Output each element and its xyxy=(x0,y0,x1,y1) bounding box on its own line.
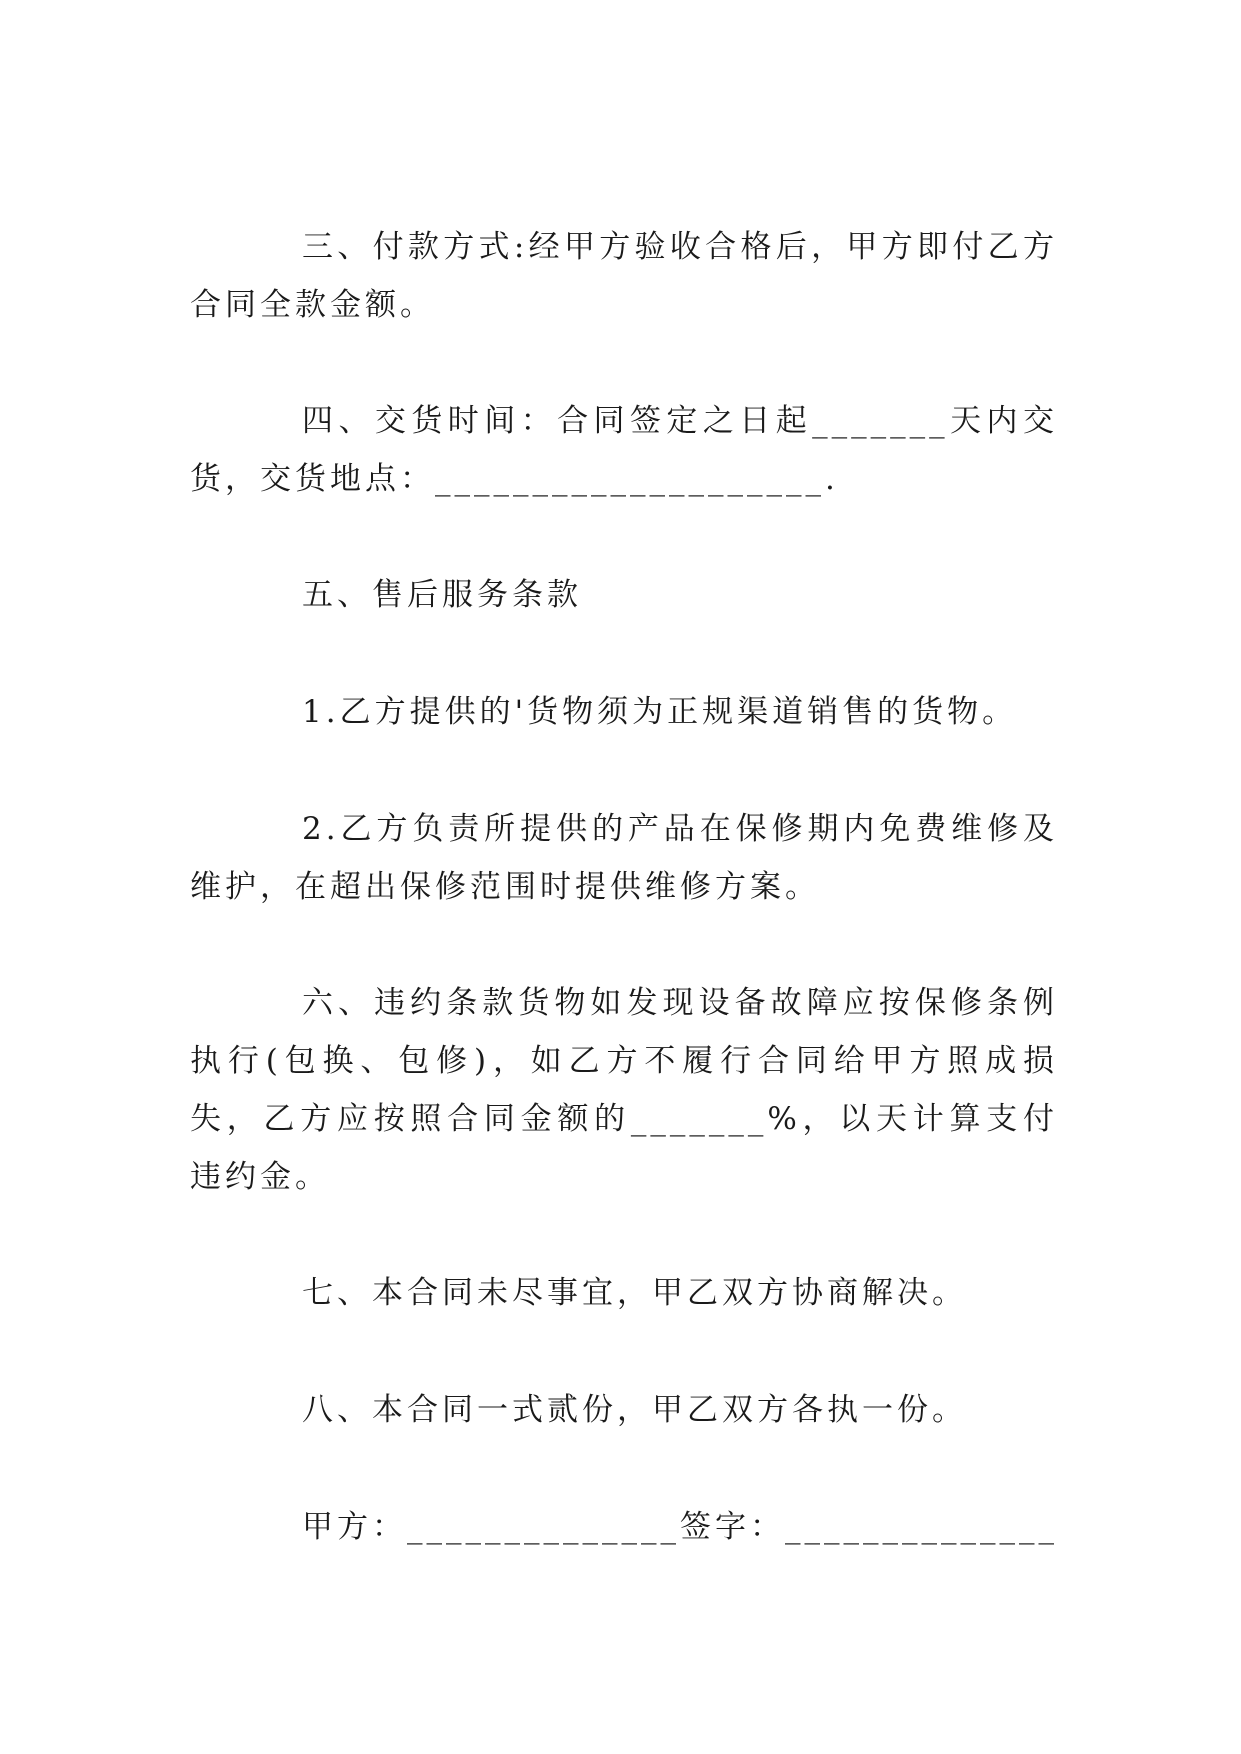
signature-line: 甲方：______________签字：______________ xyxy=(302,1509,1058,1545)
clause-unresolved-matters: 七、本合同未尽事宜，甲乙双方协商解决。 xyxy=(302,1275,967,1311)
document-body xyxy=(190,218,1058,1556)
clause-copies: 八、本合同一式贰份，甲乙双方各执一份。 xyxy=(302,1392,967,1428)
clause-delivery-time: 四、交货时间：合同签定之日起_______天内交货，交货地点：____________________. xyxy=(190,403,1058,497)
clause-breach: 六、违约条款货物如发现设备故障应按保修条例执行(包换、包修)，如乙方不履行合同给甲方照成损失，乙方应按照合同金额的_______%，以天计算支付违约金。 xyxy=(190,985,1058,1195)
clause-after-sales-item-2: 2.乙方负责所提供的产品在保修期内免费维修及维护，在超出保修范围时提供维修方案。 xyxy=(190,811,1058,905)
clause-after-sales-heading: 五、售后服务条款 xyxy=(302,577,582,613)
clause-payment-method: 三、付款方式:经甲方验收合格后，甲方即付乙方合同全款金额。 xyxy=(190,229,1058,323)
clause-after-sales-item-1: 1.乙方提供的'货物须为正规渠道销售的货物。 xyxy=(302,694,1018,730)
